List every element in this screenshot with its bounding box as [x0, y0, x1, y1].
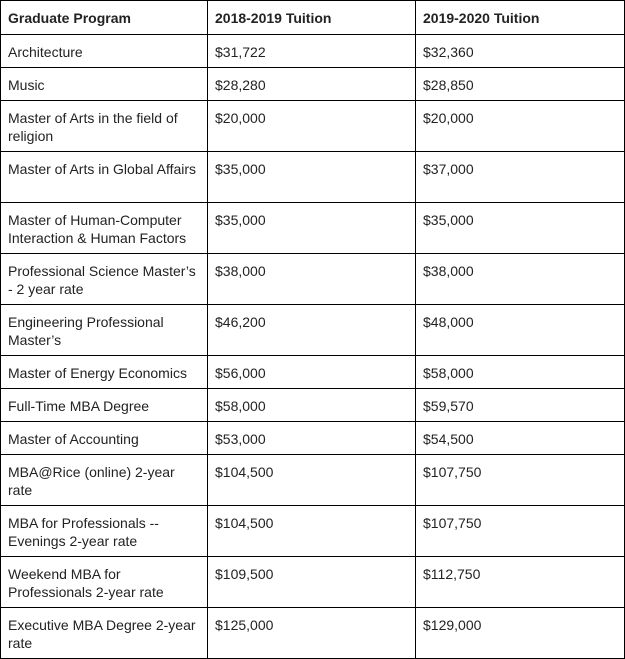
- program-cell: Full-Time MBA Degree: [1, 389, 208, 422]
- program-cell: Master of Human-Computer Interaction & Human Factors: [1, 203, 208, 254]
- tuition-2018-2019-cell: $31,722: [208, 35, 416, 68]
- tuition-2019-2020-cell: $37,000: [416, 152, 625, 203]
- program-cell: Architecture: [1, 35, 208, 68]
- tuition-2018-2019-cell: $35,000: [208, 203, 416, 254]
- tuition-2018-2019-cell: $125,000: [208, 608, 416, 659]
- program-cell: Executive MBA Degree 2-year rate: [1, 608, 208, 659]
- table-row: [1, 557, 625, 608]
- tuition-2019-2020-cell: $58,000: [416, 356, 625, 389]
- program-cell: MBA for Professionals -- Evenings 2-year rate: [1, 506, 208, 557]
- tuition-2018-2019-cell: $20,000: [208, 101, 416, 152]
- program-cell: Weekend MBA for Professionals 2-year rate: [1, 557, 208, 608]
- table-header-row: [1, 1, 625, 35]
- tuition-2019-2020-cell: $32,360: [416, 35, 625, 68]
- table-row: [1, 506, 625, 557]
- table-row: [1, 356, 625, 389]
- tuition-2018-2019-cell: $35,000: [208, 152, 416, 203]
- program-cell: MBA@Rice (online) 2-year rate: [1, 455, 208, 506]
- tuition-2018-2019-cell: $38,000: [208, 254, 416, 305]
- tuition-2019-2020-cell: $48,000: [416, 305, 625, 356]
- program-cell: Music: [1, 68, 208, 101]
- tuition-2018-2019-cell: $28,280: [208, 68, 416, 101]
- table-row: [1, 101, 625, 152]
- program-cell: Engineering Professional Master’s: [1, 305, 208, 356]
- table-row: [1, 68, 625, 101]
- tuition-2018-2019-cell: $56,000: [208, 356, 416, 389]
- program-cell: Master of Arts in Global Affairs: [1, 152, 208, 203]
- table-row: [1, 305, 625, 356]
- table-row: [1, 422, 625, 455]
- table-row: [1, 35, 625, 68]
- tuition-2018-2019-cell: $53,000: [208, 422, 416, 455]
- program-cell: Professional Science Master’s - 2 year rate: [1, 254, 208, 305]
- program-cell: Master of Energy Economics: [1, 356, 208, 389]
- tuition-2019-2020-cell: $59,570: [416, 389, 625, 422]
- header-tuition-2019-2020: 2019-2020 Tuition: [416, 1, 625, 35]
- tuition-2019-2020-cell: $129,000: [416, 608, 625, 659]
- tuition-2018-2019-cell: $104,500: [208, 455, 416, 506]
- tuition-2019-2020-cell: $35,000: [416, 203, 625, 254]
- header-tuition-2018-2019: 2018-2019 Tuition: [208, 1, 416, 35]
- tuition-2019-2020-cell: $54,500: [416, 422, 625, 455]
- tuition-2019-2020-cell: $107,750: [416, 506, 625, 557]
- tuition-2019-2020-cell: $28,850: [416, 68, 625, 101]
- tuition-2019-2020-cell: $38,000: [416, 254, 625, 305]
- table-row: [1, 152, 625, 203]
- tuition-2018-2019-cell: $58,000: [208, 389, 416, 422]
- tuition-2019-2020-cell: $20,000: [416, 101, 625, 152]
- table-row: [1, 455, 625, 506]
- table-row: [1, 389, 625, 422]
- program-cell: Master of Arts in the field of religion: [1, 101, 208, 152]
- table-row: [1, 608, 625, 659]
- tuition-2019-2020-cell: $112,750: [416, 557, 625, 608]
- tuition-2019-2020-cell: $107,750: [416, 455, 625, 506]
- tuition-2018-2019-cell: $46,200: [208, 305, 416, 356]
- tuition-2018-2019-cell: $104,500: [208, 506, 416, 557]
- tuition-2018-2019-cell: $109,500: [208, 557, 416, 608]
- table-row: [1, 203, 625, 254]
- header-graduate-program: Graduate Program: [1, 1, 208, 35]
- program-cell: Master of Accounting: [1, 422, 208, 455]
- table-row: [1, 254, 625, 305]
